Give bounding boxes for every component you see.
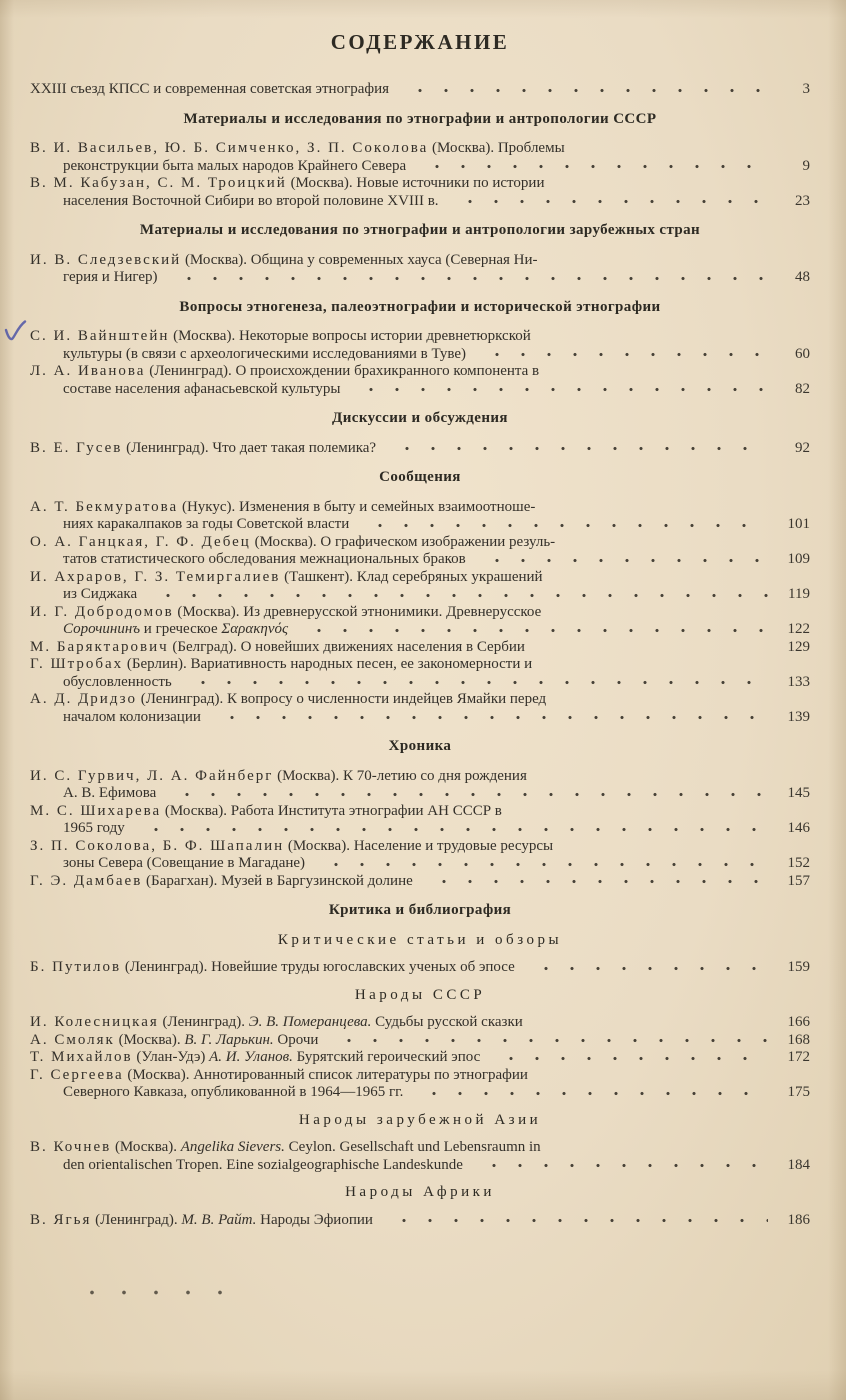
- toc-line: [30, 1032, 810, 1050]
- toc-text: Сорочининъ и греческое Σαρακηνός: [63, 621, 289, 637]
- page-number: 139: [787, 708, 810, 725]
- toc-entry: [30, 440, 810, 458]
- page-number: 9: [802, 157, 810, 174]
- toc-line: [30, 175, 810, 193]
- dot-leader: [492, 1054, 768, 1067]
- toc-text: И. С. Гурвич, Л. А. Файнберг (Москва). К 70-летию со дня рождения: [30, 767, 527, 784]
- page-number: 109: [787, 551, 810, 567]
- toc-line: [30, 691, 810, 709]
- toc-text: началом колонизации: [63, 708, 201, 725]
- dot-leader: [300, 626, 768, 639]
- section-heading: Вопросы этногенеза, палеоэтнографии и исторической этнографии: [179, 298, 661, 315]
- dot-leader: [527, 964, 768, 977]
- page-number: 157: [787, 872, 810, 889]
- section-heading: Сообщения: [379, 469, 461, 485]
- page-number: 168: [787, 1031, 810, 1048]
- section-heading: Критические статьи и обзоры: [277, 931, 563, 948]
- dot-leader: [184, 678, 768, 691]
- toc-entry: [30, 873, 810, 891]
- toc-line: [30, 604, 810, 622]
- toc-line: [30, 838, 810, 856]
- toc-line: [30, 959, 810, 977]
- dot-leader: [170, 274, 768, 287]
- toc-text: XXIII съезд КПСС и современная советская этнография: [30, 81, 390, 97]
- toc-line: [30, 820, 810, 838]
- toc-line: [30, 346, 810, 364]
- page-number: 48: [795, 269, 810, 285]
- toc-line: [30, 158, 810, 176]
- page-number: 159: [787, 959, 810, 975]
- toc-text: В. Ягья (Ленинград). М. В. Райт. Народы Эфиопии: [30, 1211, 373, 1228]
- toc-line: [30, 1157, 810, 1175]
- toc-entry: [30, 1032, 810, 1050]
- toc-entry: [30, 1139, 810, 1174]
- page-number: 152: [787, 855, 810, 871]
- toc-text: den orientalischen Tropen. Eine sozialgeographische Landeskunde: [63, 1156, 463, 1173]
- page-number: 172: [787, 1049, 810, 1065]
- toc-line: [30, 855, 810, 873]
- toc-line: [30, 709, 810, 727]
- toc-line: [30, 381, 810, 399]
- dot-leader: [451, 197, 768, 210]
- toc-text: И. Ахраров, Г. З. Темиргалиев (Ташкент). Клад серебряных украшений: [30, 568, 543, 585]
- toc-line: [30, 534, 810, 552]
- toc-entry: [30, 691, 810, 726]
- toc-entry: [30, 534, 810, 569]
- toc-line: [30, 499, 810, 517]
- page-number: 175: [787, 1084, 810, 1100]
- toc-line: [30, 252, 810, 270]
- toc-entry: [30, 81, 810, 99]
- toc-line: [30, 639, 810, 657]
- toc-entry: [30, 569, 810, 604]
- toc-entry: [30, 1067, 810, 1102]
- section-heading: Материалы и исследования по этнографии и антропологии зарубежных стран: [139, 222, 701, 238]
- stray-dots-artifact: [76, 1288, 246, 1297]
- toc-text: М. Баряктарович (Белград). О новейших движениях населения в Сербии: [30, 638, 525, 655]
- toc-entry: [30, 803, 810, 838]
- page-number: 60: [795, 345, 810, 362]
- toc-text: 1965 году: [63, 820, 125, 836]
- toc-entry: [30, 1014, 810, 1032]
- dot-leader: [149, 591, 768, 604]
- page-number: 82: [795, 380, 810, 397]
- toc-line: [30, 586, 810, 604]
- page-number: 3: [802, 81, 810, 97]
- toc-line: [30, 551, 810, 569]
- page-number: 122: [787, 621, 810, 637]
- toc-text: З. П. Соколова, Б. Ф. Шапалин (Москва). Население и трудовые ресурсы: [30, 837, 554, 854]
- toc-line: [30, 516, 810, 534]
- toc-text: В. Кочнев (Москва). Angelika Sievers. Ceylon. Gesellschaft und Lebensraumn in: [30, 1139, 541, 1155]
- toc-entry: [30, 656, 810, 691]
- toc-entry: [30, 604, 810, 639]
- page-number: 146: [787, 820, 810, 836]
- toc-text: населения Восточной Сибири во второй половине XVIII в.: [63, 192, 439, 209]
- toc-line: [30, 140, 810, 158]
- section-heading: Хроника: [388, 738, 452, 754]
- toc-entry: [30, 175, 810, 210]
- toc-line: [30, 1139, 810, 1157]
- dot-leader: [415, 1089, 768, 1102]
- toc-line: [30, 1067, 810, 1085]
- toc-line: [30, 1084, 810, 1102]
- section-heading: Материалы и исследования по этнографии и антропологии СССР: [183, 110, 657, 127]
- toc-entry: [30, 768, 810, 803]
- toc-text: реконструкции быта малых народов Крайнего Севера: [63, 157, 407, 174]
- page-number: 92: [795, 439, 810, 456]
- toc-entry: [30, 639, 810, 657]
- page-number: 184: [787, 1156, 810, 1173]
- dot-leader: [418, 162, 768, 175]
- toc-entry: [30, 252, 810, 287]
- toc-text: В. И. Васильев, Ю. Б. Симченко, З. П. Соколова (Москва). Проблемы: [30, 140, 565, 156]
- toc-line: [30, 569, 810, 587]
- dot-leader: [401, 86, 768, 99]
- toc-text: Северного Кавказа, опубликованной в 1964—1965 гг.: [63, 1084, 404, 1100]
- page-number: 23: [795, 192, 810, 209]
- toc-text: Г. Э. Дамбаев (Барагхан). Музей в Баргузинской долине: [30, 872, 413, 889]
- toc-text: обусловленность: [63, 673, 172, 690]
- toc-entry: [30, 363, 810, 398]
- section-heading: Народы Африки: [345, 1184, 495, 1200]
- toc-text: В. М. Кабузан, С. М. Троицкий (Москва). Новые источники по истории: [30, 175, 545, 191]
- page-number: 145: [787, 785, 810, 801]
- toc-text: И. В. Следзевский (Москва). Община у современных хауса (Северная Ни-: [30, 251, 538, 268]
- dot-leader: [388, 444, 768, 457]
- dot-leader: [168, 790, 768, 803]
- toc-line: [30, 1212, 810, 1230]
- toc-line: [30, 363, 810, 381]
- dot-leader: [478, 556, 768, 569]
- toc-text: ниях каракалпаков за годы Советской власти: [63, 516, 350, 532]
- page-number: 133: [787, 673, 810, 690]
- toc-text: составе населения афанасьевской культуры: [63, 380, 341, 397]
- toc-text: Т. Михайлов (Улан-Удэ) А. И. Уланов. Бурятский героический эпос: [30, 1049, 481, 1065]
- toc-line: [30, 768, 810, 786]
- dot-leader: [425, 877, 768, 890]
- toc-text: Г. Сергеева (Москва). Аннотированный список литературы по этнографии: [30, 1066, 528, 1083]
- toc-line: [30, 440, 810, 458]
- handwritten-checkmark-icon: [3, 320, 31, 346]
- toc-text: С. И. Вайнштейн (Москва). Некоторые вопросы истории древнетюркской: [30, 328, 531, 344]
- toc-text: И. Колесницкая (Ленинград). Э. В. Померанцева. Судьбы русской сказки: [30, 1014, 523, 1030]
- toc-line: [30, 873, 810, 891]
- toc-text: зоны Севера (Совещание в Магадане): [63, 855, 306, 871]
- dot-leader: [475, 1161, 768, 1174]
- toc-entry: [30, 1212, 810, 1230]
- toc-text: Л. А. Иванова (Ленинград). О происхождении брахикранного компонента в: [30, 363, 540, 379]
- dot-leader: [213, 713, 768, 726]
- toc-entry: [30, 499, 810, 534]
- section-heading: Народы зарубежной Азии: [298, 1111, 542, 1128]
- toc-text: герия и Нигер): [63, 269, 158, 285]
- toc-entry: [30, 838, 810, 873]
- toc-text: А. Д. Дридзо (Ленинград). К вопросу о численности индейцев Ямайки перед: [30, 691, 547, 707]
- toc-list: [30, 81, 810, 1229]
- toc-text: А. Т. Бекмуратова (Нукус). Изменения в быту и семейных взаимоотноше-: [30, 498, 536, 515]
- page-number: 129: [787, 638, 810, 655]
- section-heading: Дискуссии и обсуждения: [332, 410, 508, 426]
- toc-line: [30, 1014, 810, 1032]
- toc-line: [30, 81, 810, 99]
- toc-line: [30, 785, 810, 803]
- dot-leader: [317, 860, 768, 873]
- toc-entry: [30, 959, 810, 977]
- page-title: СОДЕРЖАНИЕ: [330, 30, 510, 54]
- dot-leader: [385, 1216, 768, 1229]
- toc-entry: [30, 140, 810, 175]
- page-number: 186: [787, 1211, 810, 1228]
- toc-line: [30, 621, 810, 639]
- toc-text: Г. Штробах (Берлин). Вариативность народных песен, ее закономерности и: [30, 656, 533, 672]
- toc-text: А. Смоляк (Москва). В. Г. Ларькин. Орочи: [30, 1031, 319, 1048]
- dot-leader: [137, 825, 768, 838]
- toc-entry: [30, 1049, 810, 1067]
- dot-leader: [330, 1036, 768, 1049]
- toc-text: О. А. Ганцкая, Г. Ф. Дебец (Москва). О графическом изображении резуль-: [30, 533, 556, 550]
- toc-text: В. Е. Гусев (Ленинград). Что дает такая полемика?: [30, 439, 377, 456]
- toc-text: татов статистического обследования межнациональных браков: [63, 551, 466, 567]
- toc-line: [30, 656, 810, 674]
- toc-entry: [30, 328, 810, 363]
- page-number: 166: [787, 1014, 810, 1030]
- section-heading: Народы СССР: [354, 986, 486, 1003]
- section-heading: Критика и библиография: [328, 902, 512, 918]
- toc-text: культуры (в связи с археологическими исследованиями в Туве): [63, 345, 467, 362]
- toc-text: И. Г. Добродомов (Москва). Из древнерусской этнонимики. Древнерусское: [30, 603, 542, 620]
- page-number: 101: [787, 516, 810, 532]
- dot-leader: [478, 350, 768, 363]
- toc-line: [30, 269, 810, 287]
- toc-text: из Сиджака: [63, 586, 138, 602]
- toc-text: А. В. Ефимова: [63, 785, 157, 801]
- toc-line: [30, 193, 810, 211]
- toc-line: [30, 803, 810, 821]
- toc-line: [30, 674, 810, 692]
- toc-line: [30, 328, 810, 346]
- toc-line: [30, 1049, 810, 1067]
- dot-leader: [361, 521, 768, 534]
- page-number: 119: [788, 586, 810, 602]
- dot-leader: [352, 385, 768, 398]
- toc-text: М. С. Шихарева (Москва). Работа Института этнографии АН СССР в: [30, 802, 502, 819]
- toc-text: Б. Путилов (Ленинград). Новейшие труды югославских ученых об эпосе: [30, 959, 515, 975]
